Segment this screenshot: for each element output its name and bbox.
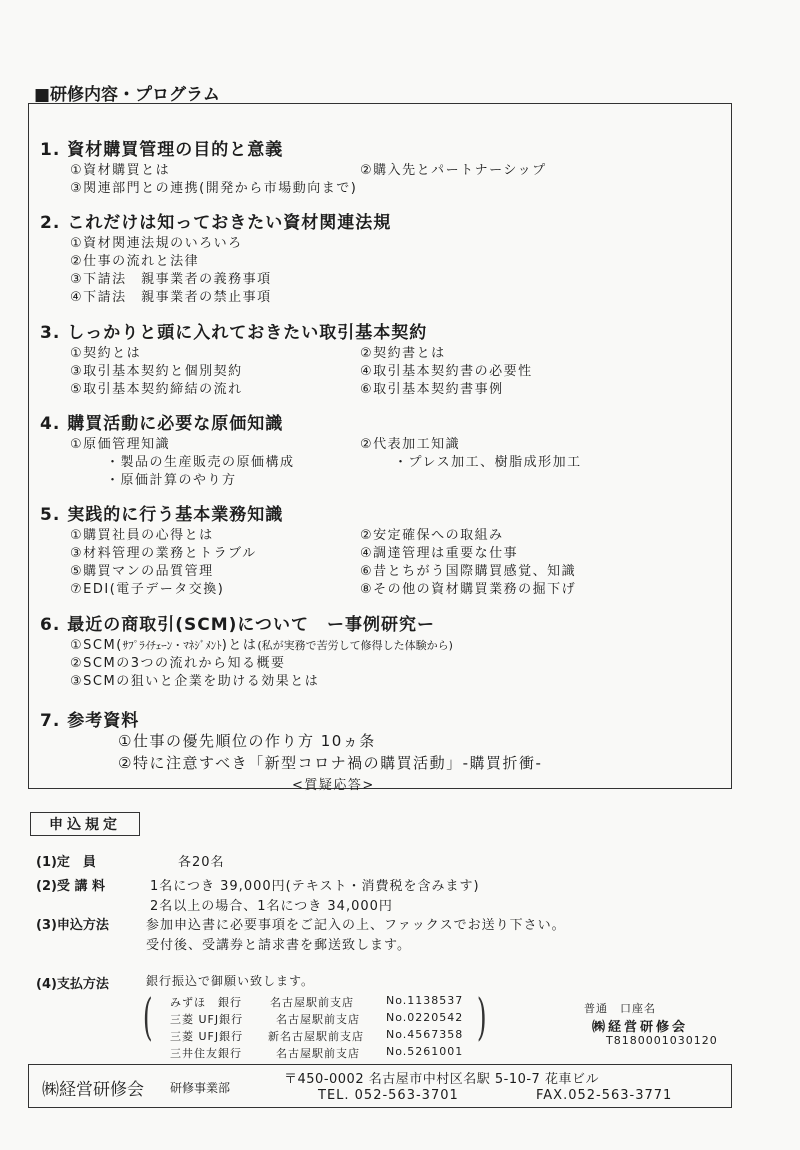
account-type: 普通 口座名: [584, 1002, 656, 1015]
section-5-item-2: ②安定確保への取組み: [360, 528, 504, 543]
footer-address: 〒450-0002 名古屋市中村区名駅 5-10-7 花車ビル: [284, 1072, 599, 1087]
bank-1-no: No.1138537: [386, 994, 464, 1007]
section-3-title: 3. しっかりと頭に入れておきたい取引基本契約: [40, 323, 428, 343]
payment-label: (4)支払方法: [36, 977, 109, 992]
section-4-item-4: ・プレス加工、樹脂成形加工: [394, 455, 582, 470]
bank-1-name: みずほ 銀行: [170, 996, 242, 1009]
bank-2-name: 三菱 UFJ銀行: [170, 1013, 244, 1026]
registration-number: T8180001030120: [606, 1034, 718, 1047]
section-6-item-1: [70, 634, 453, 653]
section-5-item-5: ⑤購買マンの品質管理: [70, 564, 214, 579]
bank-1-branch: 名古屋駅前支店: [270, 996, 354, 1009]
capacity-label: (1)定 員: [36, 855, 96, 870]
section-5-item-7: ⑦EDI(電子データ交換): [70, 582, 225, 597]
section-1-item-3: ③関連部門との連携(開発から市場動向まで): [70, 181, 358, 196]
payment-intro: 銀行振込で御願い致します。: [146, 974, 315, 988]
section-4-item-5: ・原価計算のやり方: [106, 473, 237, 488]
section-5-item-1: ①購買社員の心得とは: [70, 528, 214, 543]
section-6-item-1-c: )とは: [221, 638, 258, 653]
section-6-item-3: ③SCMの狙いと企業を助ける効果とは: [70, 674, 320, 689]
method-label: (3)申込方法: [36, 918, 109, 933]
section-6-item-2: ②SCMの3つの流れから知る概要: [70, 656, 286, 671]
section-6-item-1-d: (私が実務で苦労して修得した体験から): [257, 639, 453, 652]
section-4-item-2: ②代表加工知識: [360, 437, 461, 452]
section-6-item-1-b: ｻﾌﾟﾗｲﾁｪｰﾝ・ﾏﾈｼﾞﾒﾝﾄ: [122, 639, 222, 652]
bank-4-no: No.5261001: [386, 1045, 464, 1058]
fee-line-1: 1名につき 39,000円(テキスト・消費税を含みます): [150, 879, 480, 894]
right-paren: ): [476, 988, 487, 1046]
section-1-title: 1. 資材購買管理の目的と意義: [40, 140, 284, 160]
bank-4-name: 三井住友銀行: [170, 1047, 242, 1060]
method-line-2: 受付後、受講券と請求書を郵送致します。: [146, 938, 411, 953]
footer-company: ㈱経営研修会: [42, 1080, 144, 1100]
account-name: ㈱経営研修会: [592, 1020, 689, 1035]
section-2-item-4: ④下請法 親事業者の禁止事項: [70, 290, 272, 305]
method-line-1: 参加申込書に必要事項をご記入の上、ファックスでお送り下さい。: [146, 918, 566, 933]
section-4-item-1: ①原価管理知識: [70, 437, 171, 452]
section-7-item-3: <質疑応答>: [292, 778, 375, 793]
rules-label: 申込規定: [30, 812, 140, 836]
section-7-title: 7. 参考資料: [40, 711, 140, 731]
footer-dept: 研修事業部: [170, 1081, 231, 1095]
section-2-item-2: ②仕事の流れと法律: [70, 254, 200, 269]
bank-2-branch: 名古屋駅前支店: [276, 1013, 360, 1026]
section-5-item-4: ④調達管理は重要な仕事: [360, 546, 519, 561]
bank-2-no: No.0220542: [386, 1011, 464, 1024]
bank-3-branch: 新名古屋駅前支店: [268, 1030, 364, 1043]
section-4-item-3: ・製品の生産販売の原価構成: [106, 455, 295, 470]
section-3-item-5: ⑤取引基本契約締結の流れ: [70, 382, 243, 397]
section-5-item-3: ③材料管理の業務とトラブル: [70, 546, 257, 561]
section-3-item-6: ⑥取引基本契約書事例: [360, 382, 504, 397]
page-heading: ■研修内容・プログラム: [34, 85, 220, 105]
section-3-item-4: ④取引基本契約書の必要性: [360, 364, 533, 379]
fee-label: (2)受 講 料: [36, 879, 105, 894]
bank-3-no: No.4567358: [386, 1028, 464, 1041]
capacity-text: 各20名: [178, 855, 225, 870]
section-5-item-8: ⑧その他の資材購買業務の掘下げ: [360, 582, 577, 597]
section-3-item-2: ②契約書とは: [360, 346, 446, 361]
footer-tel: TEL. 052-563-3701: [318, 1088, 459, 1103]
section-6-title: 6. 最近の商取引(SCM)について ー事例研究ー: [40, 615, 436, 635]
fee-line-2: 2名以上の場合、1名につき 34,000円: [150, 899, 393, 914]
section-5-title: 5. 実践的に行う基本業務知識: [40, 505, 284, 525]
footer-fax: FAX.052-563-3771: [536, 1088, 673, 1103]
bank-3-name: 三菱 UFJ銀行: [170, 1030, 244, 1043]
section-1-item-1: ①資材購買とは: [70, 163, 171, 178]
section-7-item-1: ①仕事の優先順位の作り方 10ヵ条: [118, 732, 376, 750]
section-3-item-3: ③取引基本契約と個別契約: [70, 364, 243, 379]
section-2-item-3: ③下請法 親事業者の義務事項: [70, 272, 272, 287]
section-6-item-1-a: ①SCM(: [70, 638, 123, 653]
left-paren: (: [142, 988, 153, 1046]
section-7-item-2: ②特に注意すべき「新型コロナ禍の購買活動」-購買折衝-: [118, 754, 543, 772]
section-2-item-1: ①資材関連法規のいろいろ: [70, 236, 243, 251]
section-2-title: 2. これだけは知っておきたい資材関連法規: [40, 213, 392, 233]
section-3-item-1: ①契約とは: [70, 346, 142, 361]
section-1-item-2: ②購入先とパートナーシップ: [360, 163, 547, 178]
section-4-title: 4. 購買活動に必要な原価知識: [40, 414, 284, 434]
section-5-item-6: ⑥昔とちがう国際購買感覚、知識: [360, 564, 577, 579]
bank-4-branch: 名古屋駅前支店: [276, 1047, 360, 1060]
